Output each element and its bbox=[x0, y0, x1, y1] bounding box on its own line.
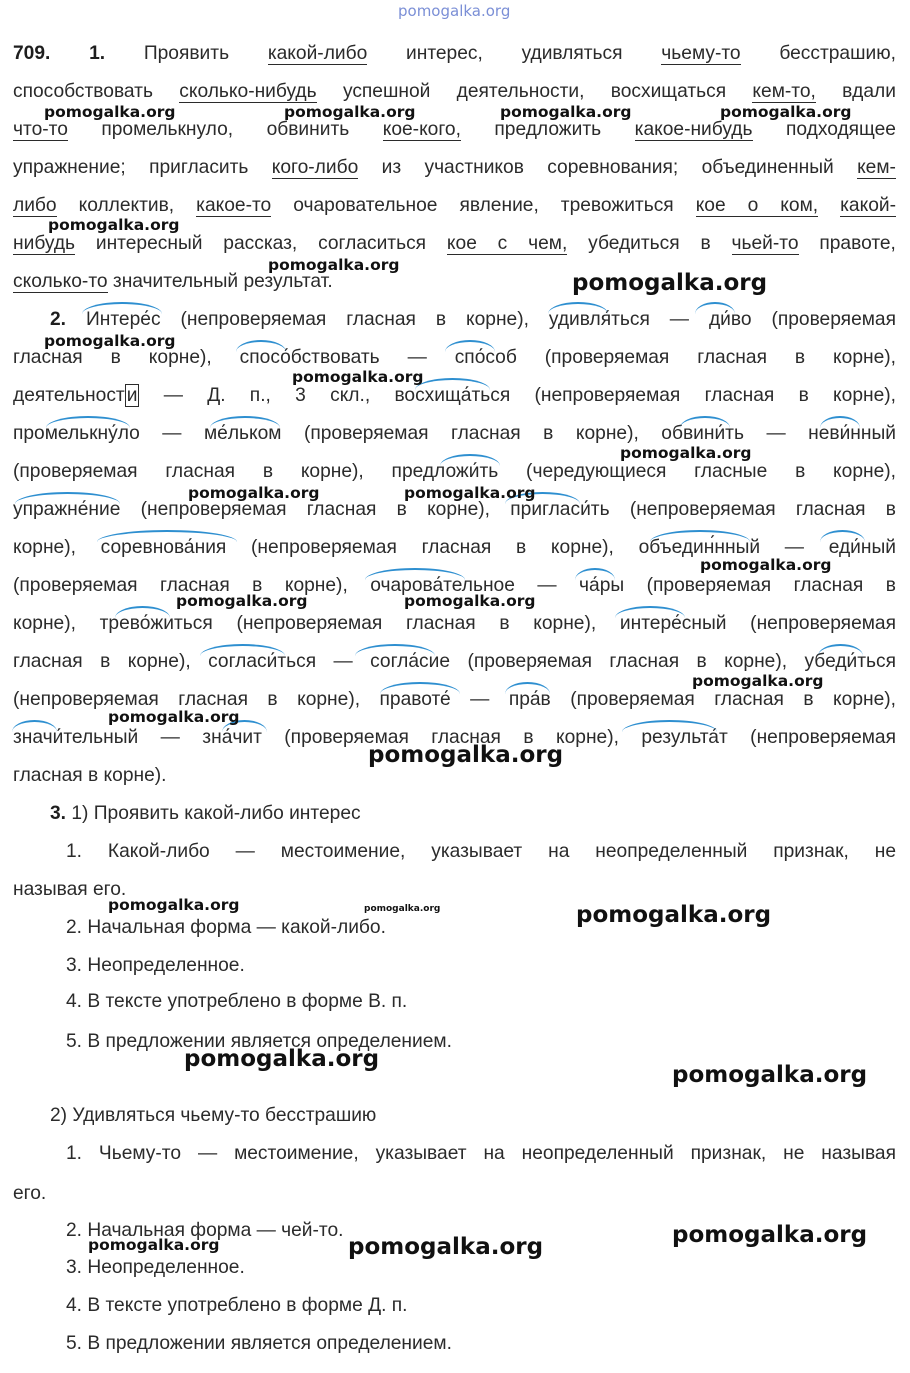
root-arc bbox=[650, 530, 750, 542]
root-arc bbox=[548, 302, 608, 314]
watermark: pomogalka.org bbox=[404, 484, 536, 502]
part2-line-1: 2. Интере́с (непроверяемая гласная в корне), удивля́ться — ди́во (проверяемая bbox=[50, 309, 896, 330]
root-arc bbox=[695, 302, 735, 314]
header-watermark: pomogalka.org bbox=[398, 2, 511, 20]
part2-line-5: (проверяемая гласная в корне), предложи́ть (чередующиеся гласные в корне), bbox=[13, 461, 896, 482]
part3-b-item-5: 5. В предложении является определением. bbox=[66, 1333, 452, 1354]
watermark: pomogalka.org bbox=[48, 216, 180, 234]
part3-b-item-3: 3. Неопределенное. bbox=[66, 1257, 245, 1278]
root-arc bbox=[622, 720, 717, 732]
root-arc bbox=[380, 682, 460, 694]
watermark: pomogalka.org bbox=[364, 904, 441, 914]
watermark: pomogalka.org bbox=[620, 444, 752, 462]
part1-line-3: что-то промелькнуло, обвинить кое-кого, предложить какое-нибудь подходящее bbox=[13, 119, 896, 140]
part3-b-title: 2) Удивляться чьему-то бесстрашию bbox=[50, 1105, 377, 1126]
watermark: pomogalka.org bbox=[44, 103, 176, 121]
part1-line-7: сколько-то значительный результат. bbox=[13, 271, 333, 292]
part1-line-5: либо коллектив, какое-то очаровательное явление, тревожиться кое о ком, какой- bbox=[13, 195, 896, 216]
root-arc bbox=[236, 340, 286, 352]
part1-line-1: 709. 1. Проявить какой-либо интерес, удивляться чьему-то бесстрашию, bbox=[13, 43, 896, 64]
watermark: pomogalka.org bbox=[700, 556, 832, 574]
watermark: pomogalka.org bbox=[672, 1062, 868, 1088]
watermark: pomogalka.org bbox=[404, 592, 536, 610]
root-arc bbox=[818, 644, 863, 656]
part3-a-item-1: 1. Какой-либо — местоимение, указывает на неопределенный признак, не bbox=[66, 841, 896, 862]
part2-line-3: деятельност и — Д. п., 3 скл., восхища́ться (непроверяемая гласная в корне), bbox=[13, 385, 896, 406]
part3-a-item-1-cont: называя его. bbox=[13, 879, 127, 900]
part1-line-2: способствовать сколько-нибудь успешной деятельности, восхищаться кем-то, вдали bbox=[13, 81, 896, 102]
watermark: pomogalka.org bbox=[572, 270, 768, 296]
exercise-number: 709. bbox=[13, 43, 51, 64]
watermark: pomogalka.org bbox=[184, 1046, 380, 1072]
watermark: pomogalka.org bbox=[88, 1236, 220, 1254]
part3-a-item-4: 4. В тексте употреблено в форме В. п. bbox=[66, 991, 408, 1012]
part3-a-item-5: 5. В предложении является определением. bbox=[66, 1031, 452, 1052]
watermark: pomogalka.org bbox=[44, 332, 176, 350]
watermark: pomogalka.org bbox=[368, 742, 564, 768]
part3-b-item-4: 4. В тексте употреблено в форме Д. п. bbox=[66, 1295, 408, 1316]
root-arc bbox=[12, 720, 57, 732]
part3-a-item-3: 3. Неопределенное. bbox=[66, 955, 245, 976]
root-arc bbox=[680, 416, 730, 428]
root-arc bbox=[820, 416, 860, 428]
watermark: pomogalka.org bbox=[292, 368, 424, 386]
watermark: pomogalka.org bbox=[672, 1222, 868, 1248]
root-arc bbox=[615, 606, 685, 618]
part2-line-2: гласная в корне), спосо́бствовать — спо́соб (проверяемая гласная в корне), bbox=[13, 347, 896, 368]
part1-line-4: упражнение; пригласить кого-либо из участников соревнования; объединенный кем- bbox=[13, 157, 896, 178]
part3-b-item-2: 2. Начальная форма — чей-то. bbox=[66, 1220, 344, 1241]
root-arc bbox=[46, 416, 130, 428]
watermark: pomogalka.org bbox=[576, 902, 772, 928]
watermark: pomogalka.org bbox=[720, 103, 852, 121]
part2-line-6: упражне́ние (непроверяемая гласная в корне), пригласи́ть (непроверяемая гласная в bbox=[13, 499, 896, 520]
root-arc bbox=[575, 568, 615, 580]
root-arc bbox=[82, 302, 162, 314]
part2-line-9: корне), трево́житься (непроверяемая гласная в корне), интере́сный (непроверяемая bbox=[13, 613, 896, 634]
part2-line-13: гласная в корне). bbox=[13, 765, 167, 786]
part3-a-item-2: 2. Начальная форма — какой-либо. bbox=[66, 917, 386, 938]
root-arc bbox=[505, 682, 550, 694]
part2-line-8: (проверяемая гласная в корне), очарова́тельное — ча́ры (проверяемая гласная в bbox=[13, 575, 896, 596]
part1-line-6: нибудь интересный рассказ, согласиться кое с чем, убедиться в чьей-то правоте, bbox=[13, 233, 896, 254]
root-arc bbox=[115, 606, 170, 618]
root-arc bbox=[200, 644, 285, 656]
watermark: pomogalka.org bbox=[348, 1234, 544, 1260]
watermark: pomogalka.org bbox=[284, 103, 416, 121]
root-arc bbox=[97, 530, 237, 542]
part2-number: 2. bbox=[50, 309, 67, 330]
part3-b-item-1: 1. Чьему-то — местоимение, указывает на неопределенный признак, не называя bbox=[66, 1143, 896, 1164]
root-arc bbox=[210, 416, 280, 428]
part2-line-4: промелькну́ло — ме́льком (проверяемая гласная в корне), обвини́ть — неви́нный bbox=[13, 423, 896, 444]
root-arc bbox=[365, 568, 465, 580]
watermark: pomogalka.org bbox=[692, 672, 824, 690]
part3-b-item-1-cont: его. bbox=[13, 1183, 47, 1204]
part3-number: 3. bbox=[50, 803, 67, 824]
watermark: pomogalka.org bbox=[268, 256, 400, 274]
part2-line-7: корне), соревнова́ния (непроверяемая гласная в корне), объедин́нный — еди́ный bbox=[13, 537, 896, 558]
part2-line-11: (непроверяемая гласная в корне), правоте́ — пра́в (проверяемая гласная в корне), bbox=[13, 689, 896, 710]
watermark: pomogalka.org bbox=[176, 592, 308, 610]
root-arc bbox=[355, 644, 435, 656]
watermark: pomogalka.org bbox=[500, 103, 632, 121]
root-arc bbox=[415, 378, 490, 390]
root-arc bbox=[440, 454, 500, 466]
part2-line-12: значи́тельный — зна́чит (проверяемая гласная в корне), результа́т (непроверяемая bbox=[13, 727, 896, 748]
part2-line-10: гласная в корне), согласи́ться — согла́сие (проверяемая гласная в корне), убеди́ться bbox=[13, 651, 896, 672]
part1-number: 1. bbox=[89, 43, 106, 64]
root-arc bbox=[15, 492, 120, 504]
part3-a-title: 3. 1) Проявить какой-либо интерес bbox=[50, 803, 361, 824]
watermark: pomogalka.org bbox=[108, 708, 240, 726]
watermark: pomogalka.org bbox=[188, 484, 320, 502]
watermark: pomogalka.org bbox=[108, 896, 240, 914]
root-arc bbox=[820, 530, 865, 542]
root-arc bbox=[445, 340, 495, 352]
